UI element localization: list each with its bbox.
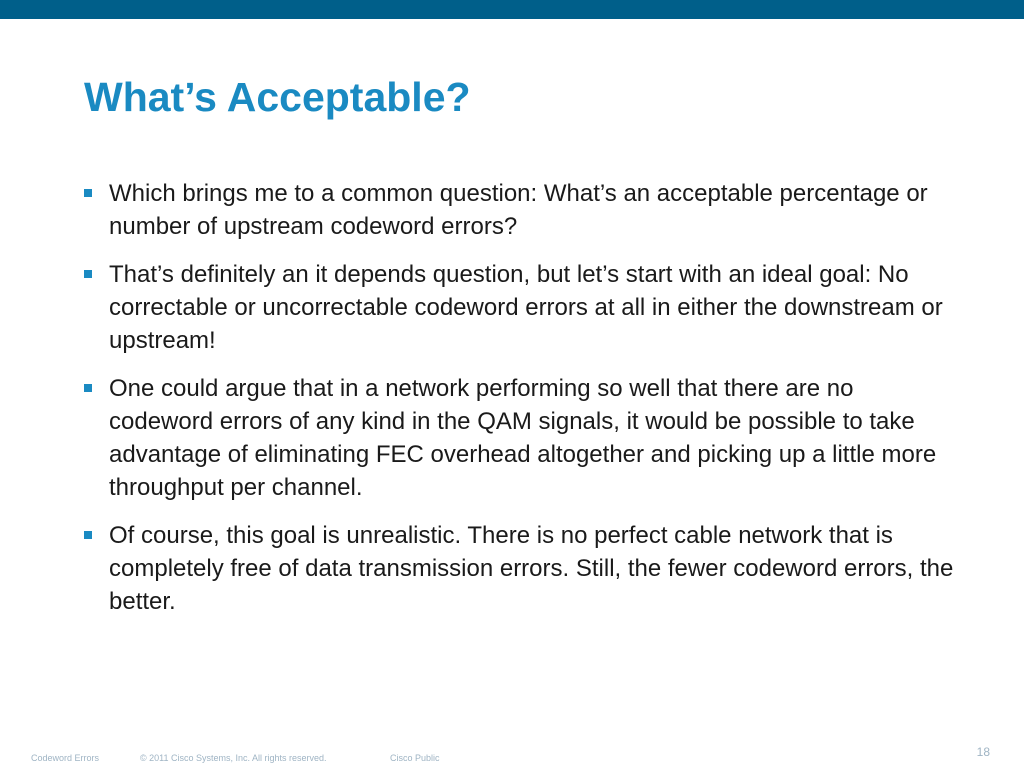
bullet-text: One could argue that in a network performing so well that there are no codeword errors of any kind in the QAM signals, it would be possible to take advantage of eliminating FEC overhead altogether and picking up a little more throughput per channel. xyxy=(109,375,937,501)
square-bullet-icon xyxy=(84,384,92,392)
bullet-text: Of course, this goal is unrealistic. There is no perfect cable network that is completely free of data transmission errors. Still, the fewer codeword errors, the better. xyxy=(109,522,954,615)
bullet-text: Which brings me to a common question: What’s an acceptable percentage or number of upstream codeword errors? xyxy=(109,180,928,240)
square-bullet-icon xyxy=(84,270,92,278)
footer-classification: Cisco Public xyxy=(390,753,440,763)
bullet-item xyxy=(84,177,964,243)
square-bullet-icon xyxy=(84,531,92,539)
bullet-item xyxy=(84,519,964,618)
top-accent-bar xyxy=(0,0,1024,19)
square-bullet-icon xyxy=(84,189,92,197)
bullet-item xyxy=(84,372,964,504)
bullet-text: That’s definitely an it depends question, but let’s start with an ideal goal: No correctable or uncorrectable codeword errors at all in either the downstream or upstream! xyxy=(109,261,943,354)
slide-number: 18 xyxy=(976,745,990,759)
footer-topic: Codeword Errors xyxy=(31,753,100,763)
bullet-list xyxy=(84,177,964,633)
footer-copyright: © 2011 Cisco Systems, Inc. All rights reserved. xyxy=(140,753,327,763)
slide-footer xyxy=(0,748,1024,768)
bullet-item xyxy=(84,258,964,357)
slide-title: What’s Acceptable? xyxy=(84,74,471,120)
